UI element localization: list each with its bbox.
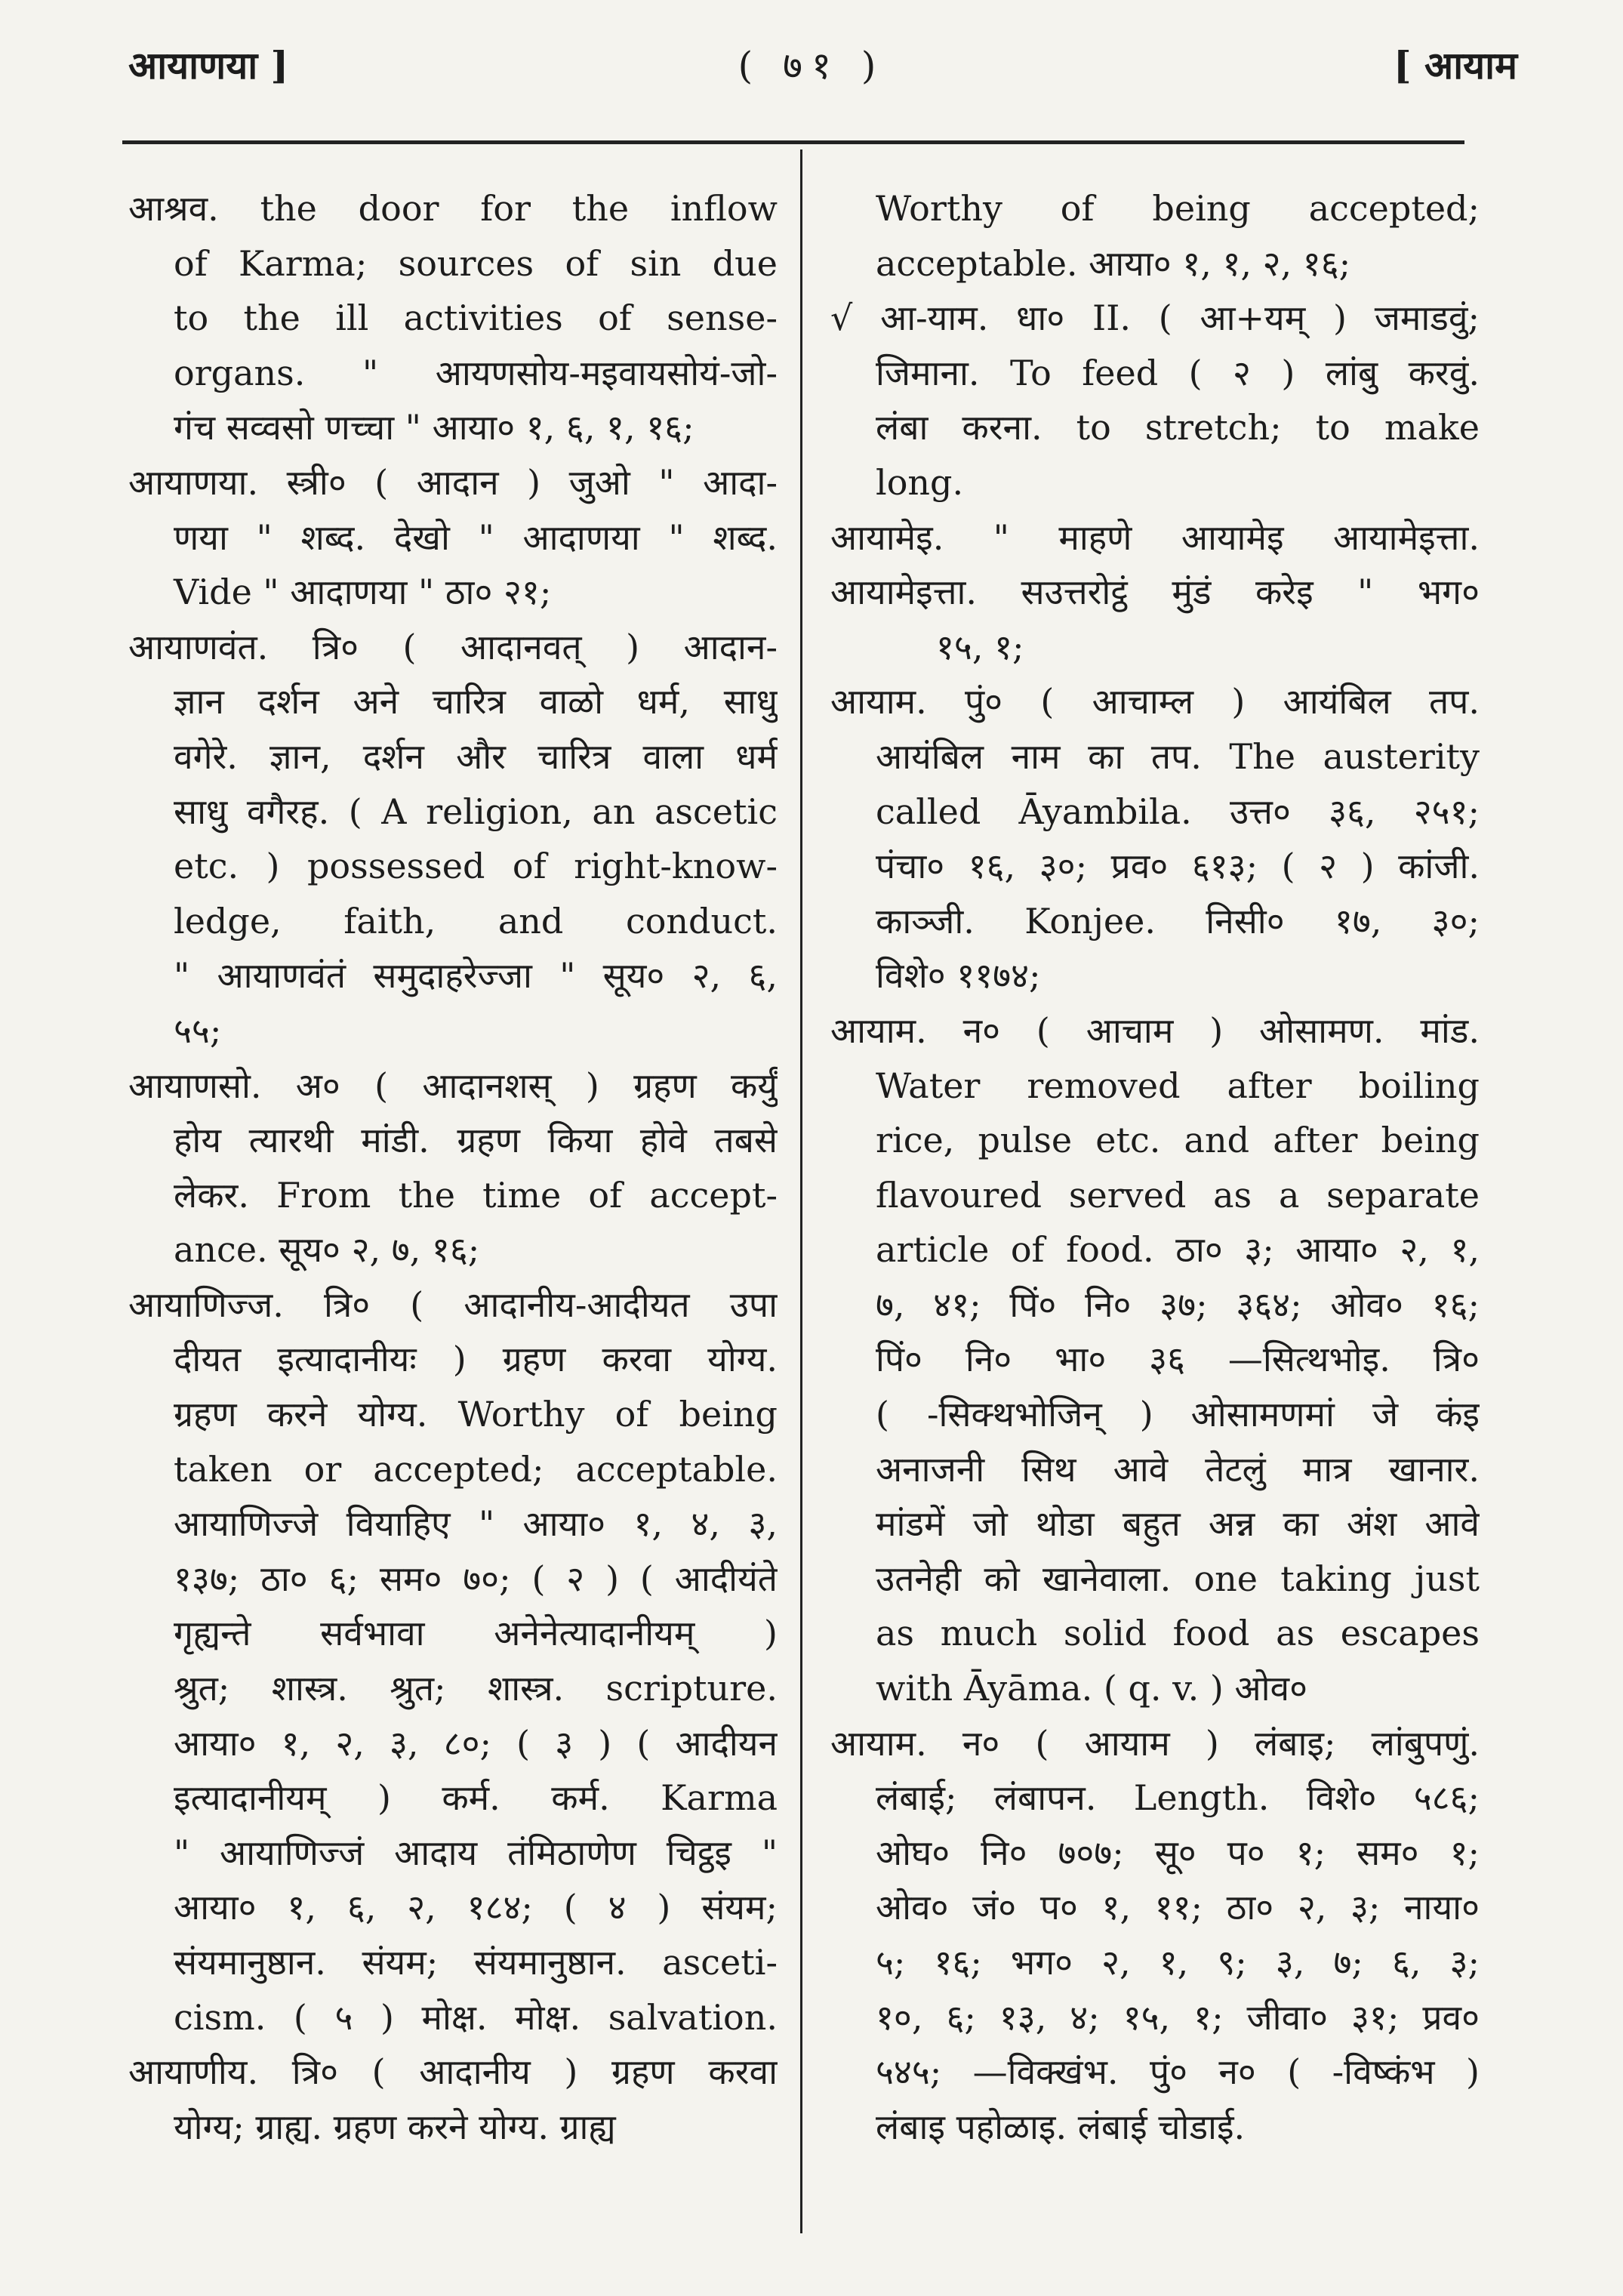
text-line: श्रुत; शास्त्र. श्रुत; शास्त्र. scripture. bbox=[174, 1668, 778, 1709]
text-line: Water removed after boiling bbox=[876, 1065, 1480, 1106]
text-line: to the ill activities of sense- bbox=[174, 297, 778, 339]
text-line: ance. सूय० २, ७, १६; bbox=[174, 1229, 480, 1271]
text-line: आयाम. पुं० ( आचाम्ल ) आयंबिल तप. bbox=[830, 681, 1480, 723]
text-line: पंचा० १६, ३०; प्रव० ६१३; ( २ ) कांजी. bbox=[876, 846, 1480, 887]
text-line: ग्रहण करने योग्य. Worthy of being bbox=[174, 1394, 778, 1435]
text-line: अनाजनी सिथ आवे तेटलुं मात्र खानार. bbox=[876, 1448, 1480, 1490]
text-line: आयाणिज्जे वियाहिए " आया० १, ४, ३, bbox=[174, 1503, 778, 1545]
text-line: आयामेइत्ता. सउत्तरोट्ठं मुंडं करेइ " भग० bbox=[830, 572, 1480, 613]
text-line: साधु वगैरह. ( A religion, an ascetic bbox=[174, 791, 778, 832]
text-line: आयाणवंत. त्रि० ( आदानवत् ) आदान- bbox=[128, 626, 778, 667]
text-line: लेकर. From the time of accept- bbox=[174, 1174, 778, 1216]
text-line: आयाणिज्ज. त्रि० ( आदानीय-आदीयत उपा bbox=[128, 1284, 778, 1325]
running-head-right: [ आयाम bbox=[1393, 43, 1517, 88]
text-line: acceptable. आया० १, १, २, १६; bbox=[876, 242, 1351, 284]
text-line: of Karma; sources of sin due bbox=[174, 242, 778, 284]
text-line: with Āyāma. ( q. v. ) ओव० bbox=[876, 1668, 1308, 1709]
text-line: आयामेइ. " माहणे आयामेइ आयामेइत्ता. bbox=[830, 516, 1480, 558]
text-line: rice, pulse etc. and after being bbox=[876, 1120, 1480, 1161]
text-line: cism. ( ५ ) मोक्ष. मोक्ष. salvation. bbox=[174, 1996, 778, 2038]
text-line: मांडमें जो थोडा बहुत अन्न का अंश आवे bbox=[876, 1503, 1480, 1545]
text-line: १०, ६; १३, ४; १५, १; जीवा० ३१; प्रव० bbox=[876, 1996, 1480, 2038]
text-line: १५, १; bbox=[936, 626, 1024, 667]
text-line: Vide " आदाणया " ठा० २१; bbox=[174, 572, 552, 613]
text-line: etc. ) possessed of right-know- bbox=[174, 846, 778, 887]
text-line: ७, ४१; पिं० नि० ३७; ३६४; ओव० १६; bbox=[876, 1284, 1480, 1325]
text-line: आया० १, ६, २, १८४; ( ४ ) संयम; bbox=[174, 1887, 778, 1928]
text-line: लंबाई; लंबापन. Length. विशे० ५८६; bbox=[876, 1777, 1480, 1819]
right-column bbox=[830, 181, 1480, 2154]
text-line: इत्यादानीयम् ) कर्म. कर्म. Karma bbox=[174, 1777, 778, 1819]
text-line: organs. " आयणसोय-मइवायसोयं-जो- bbox=[174, 352, 778, 393]
text-line: ओघ० नि० ७०७; सू० प० १; सम० १; bbox=[876, 1832, 1480, 1873]
text-line: √ आ-याम. धा० II. ( आ+यम् ) जमाडवुं; bbox=[830, 297, 1480, 339]
text-line: योग्य; ग्राह्य. ग्रहण करने योग्य. ग्राह्य bbox=[174, 2106, 616, 2147]
left-column bbox=[128, 181, 778, 2154]
text-line: ledge, faith, and conduct. bbox=[174, 900, 778, 942]
text-line: गृह्यन्ते सर्वभावा अनेनेत्यादानीयम् ) bbox=[174, 1613, 778, 1654]
text-line: " आयाणवंतं समुदाहरेज्जा " सूय० २, ६, bbox=[174, 955, 778, 997]
text-line: Worthy of being accepted; bbox=[876, 188, 1480, 229]
text-line: called Āyambila. उत्त० ३६, २५१; bbox=[876, 791, 1480, 832]
text-line: आयाम. न० ( आयाम ) लंबाइ; लांबुपणुं. bbox=[830, 1722, 1480, 1764]
text-line: काञ्जी. Konjee. निसी० १७, ३०; bbox=[876, 900, 1480, 942]
text-line: long. bbox=[876, 461, 964, 503]
text-line: १३७; ठा० ६; सम० ७०; ( २ ) ( आदीयंते bbox=[174, 1558, 778, 1599]
text-line: article of food. ठा० ३; आया० २, १, bbox=[876, 1229, 1480, 1271]
text-line: आयाणया. स्त्री० ( आदान ) जुओ " आदा- bbox=[128, 461, 778, 503]
text-line: ५५; bbox=[174, 1009, 222, 1051]
text-line: गंच सव्वसो णच्चा " आया० १, ६, १, १६; bbox=[174, 407, 694, 448]
text-line: " आयाणिज्जं आदाय तंमिठाणेण चिट्ठइ " bbox=[174, 1832, 778, 1873]
text-line: आयाणसो. अ० ( आदानशस् ) ग्रहण कर्युं bbox=[128, 1065, 778, 1106]
text-line: दीयत इत्यादानीयः ) ग्रहण करवा योग्य. bbox=[174, 1339, 778, 1380]
text-line: वगेरे. ज्ञान, दर्शन और चारित्र वाला धर्म bbox=[174, 735, 778, 777]
text-line: उतनेही को खानेवाला. one taking just bbox=[876, 1558, 1480, 1599]
text-line: taken or accepted; acceptable. bbox=[174, 1448, 778, 1490]
text-line: लंबा करना. to stretch; to make bbox=[876, 407, 1480, 448]
text-line: होय त्यारथी मांडी. ग्रहण किया होवे तबसे bbox=[174, 1120, 778, 1161]
column-divider bbox=[800, 149, 802, 2233]
text-line: ५; १६; भग० २, १, ९; ३, ७; ६, ३; bbox=[876, 1942, 1480, 1983]
text-line: ( -सिक्थभोजिन् ) ओसामणमां जे कंइ bbox=[876, 1394, 1480, 1435]
text-line: आयाणीय. त्रि० ( आदानीय ) ग्रहण करवा bbox=[128, 2051, 778, 2093]
text-line: flavoured served as a separate bbox=[876, 1174, 1480, 1216]
text-line: as much solid food as escapes bbox=[876, 1613, 1480, 1654]
text-line: आयंबिल नाम का तप. The austerity bbox=[876, 735, 1480, 777]
text-line: णया " शब्द. देखो " आदाणया " शब्द. bbox=[174, 516, 778, 558]
text-line: ओव० जं० प० १, ११; ठा० २, ३; नाया० bbox=[876, 1887, 1480, 1928]
text-line: लंबाइ पहोळाइ. लंबाई चोडाई. bbox=[876, 2106, 1246, 2147]
text-line: संयमानुष्ठान. संयम; संयमानुष्ठान. asceti- bbox=[174, 1942, 778, 1983]
text-line: आयाम. न० ( आचाम ) ओसामण. मांड. bbox=[830, 1009, 1480, 1051]
text-line: आया० १, २, ३, ८०; ( ३ ) ( आदीयन bbox=[174, 1722, 778, 1764]
text-line: आश्रव. the door for the inflow bbox=[128, 188, 778, 229]
text-line: विशे० ११७४; bbox=[876, 955, 1041, 997]
text-line: ज्ञान दर्शन अने चारित्र वाळो धर्म, साधु bbox=[174, 681, 778, 723]
page-number: ( ७१ ) bbox=[738, 44, 885, 88]
text-line: जिमाना. To feed ( २ ) लांबु करवुं. bbox=[876, 352, 1480, 393]
text-line: पिं० नि० भा० ३६ —सित्थभोइ. त्रि० bbox=[876, 1339, 1480, 1380]
header-rule bbox=[122, 140, 1464, 144]
running-head-left: आयाणया ] bbox=[128, 43, 289, 88]
text-line: ५४५; —विक्खंभ. पुं० न० ( -विष्कंभ ) bbox=[876, 2051, 1480, 2093]
